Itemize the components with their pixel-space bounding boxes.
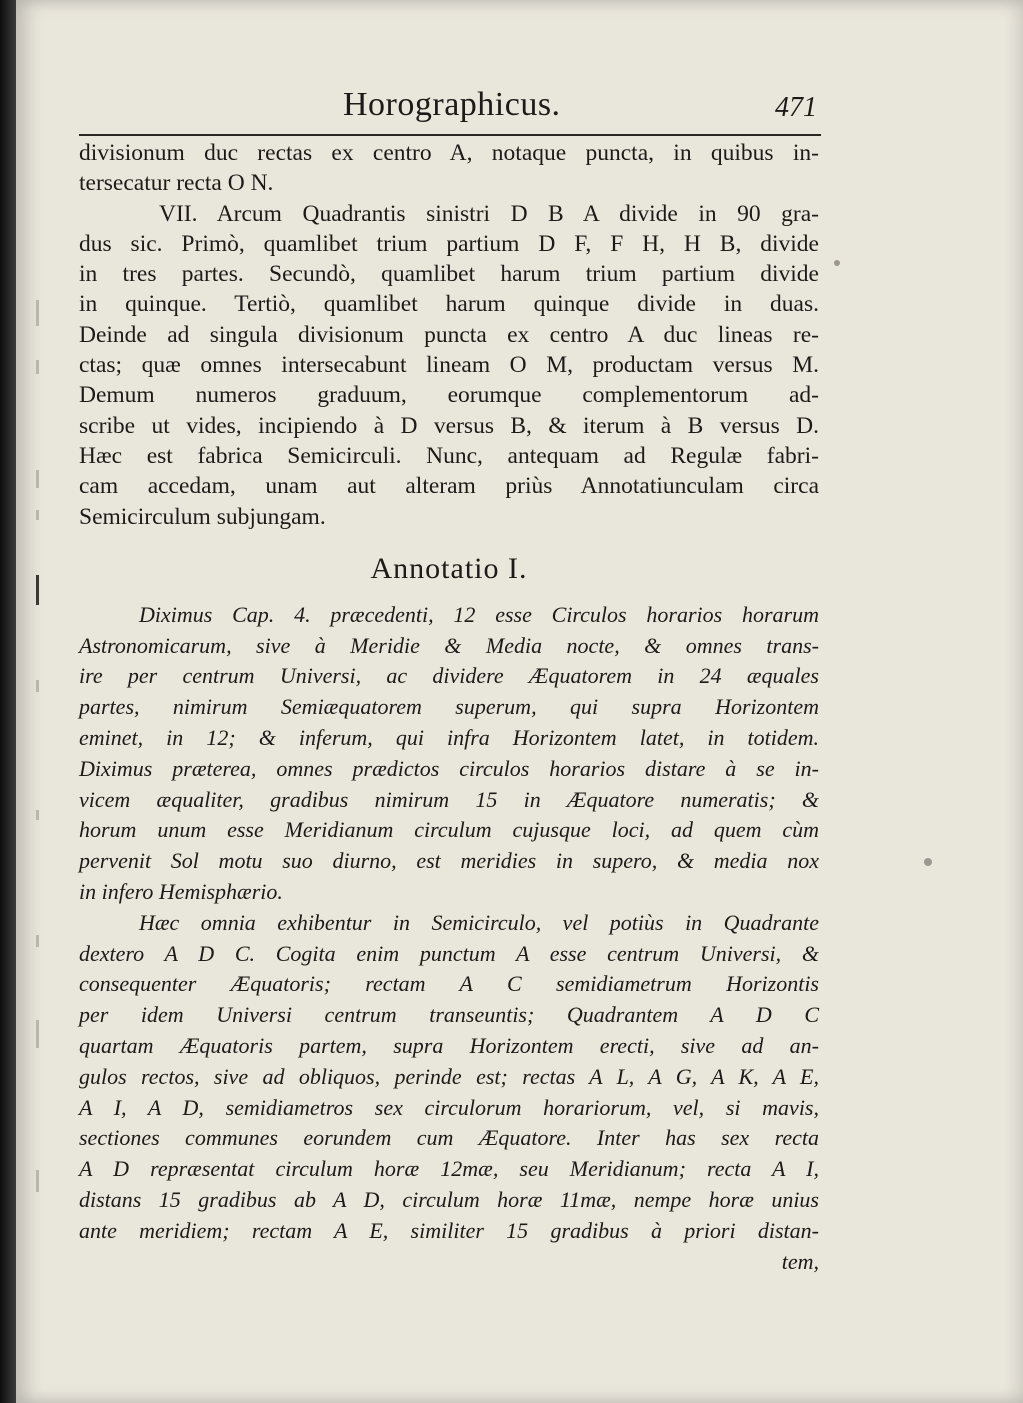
text-line: Hæc omnia exhibentur in Semicirculo, vel potiùs in Quadrante <box>139 909 819 935</box>
running-head: Horographicus. <box>343 86 561 123</box>
text-line: cam accedam, unam aut alteram priùs Annotatiunculam circa <box>79 473 819 500</box>
header-rule <box>79 134 821 136</box>
text-line: tersecatur recta O N. <box>79 170 274 197</box>
text-line: in quinque. Tertiò, quamlibet harum quinque divide in duas. <box>79 291 819 318</box>
text-line: scribe ut vides, incipiendo à D versus B, & iterum à B versus D. <box>79 412 819 439</box>
page-header <box>61 78 821 134</box>
text-line: horum unum esse Meridianum circulum cujusque loci, ad quem cùm <box>79 817 819 843</box>
text-line: in tres partes. Secundò, quamlibet harum trium partium divide <box>79 261 819 288</box>
text-line: consequenter Æquatoris; rectam A C semidiametrum Horizontis <box>79 971 819 997</box>
text-line: A D repræsentat circulum horæ 12mæ, seu Meridianum; recta A I, <box>79 1156 819 1182</box>
text-line: Astronomicarum, sive à Meridie & Media nocte, & omnes trans- <box>79 632 819 658</box>
text-line: ante meridiem; rectam A E, similiter 15 gradibus à priori distan- <box>79 1217 819 1243</box>
text-line: ire per centrum Universi, ac dividere Æquatorem in 24 æquales <box>79 663 819 689</box>
text-line: Deinde ad singula divisionum puncta ex centro A duc lineas re- <box>79 321 819 348</box>
text-line: Hæc est fabrica Semicirculi. Nunc, antequam ad Regulæ fabri- <box>79 442 819 469</box>
page-number: 471 <box>775 92 817 123</box>
ink-speck <box>834 260 840 266</box>
text-line: A I, A D, semidiametros sex circulorum horariorum, vel, si mavis, <box>79 1094 819 1120</box>
paragraph-vii <box>79 138 819 532</box>
ink-speck <box>924 858 932 866</box>
text-line: quartam Æquatoris partem, supra Horizontem erecti, sive ad an- <box>79 1033 819 1059</box>
text-line: distans 15 gradibus ab A D, circulum horæ 11mæ, nempe horæ unius <box>79 1187 819 1212</box>
text-line: Demum numeros graduum, eorumque complementorum ad- <box>79 382 819 409</box>
book-page <box>16 0 1023 1403</box>
text-line: dus sic. Primò, quamlibet trium partium D F, F H, H B, divide <box>79 230 819 257</box>
catchword: tem, <box>781 1248 819 1274</box>
text-line: vicem æqualiter, gradibus nimirum 15 in Æquatore numeratis; & <box>79 786 819 812</box>
page-text-block <box>61 78 821 1274</box>
book-binding-edge <box>0 0 16 1403</box>
text-line: Diximus præterea, omnes prædictos circulos horarios distare à se in- <box>79 755 819 781</box>
text-line: in infero Hemisphærio. <box>79 879 283 905</box>
text-line: Diximus Cap. 4. præcedenti, 12 esse Circulos horarios horarum <box>139 601 819 627</box>
text-line: sectiones communes eorundem cum Æquatore. Inter has sex recta <box>79 1125 819 1151</box>
text-line: partes, nimirum Semiæquatorem superum, qui supra Horizontem <box>79 694 819 720</box>
section-heading: Annotatio I. <box>370 551 528 585</box>
text-line: per idem Universi centrum transeuntis; Quadrantem A D C <box>79 1002 819 1028</box>
text-line: divisionum duc rectas ex centro A, notaque puncta, in quibus in- <box>79 140 819 166</box>
text-line: Semicirculum subjungam. <box>79 503 326 530</box>
text-line: eminet, in 12; & inferum, qui infra Horizontem latet, in totidem. <box>79 725 819 751</box>
body-text <box>79 138 819 1277</box>
text-line: ctas; quæ omnes intersecabunt lineam O M, productam versus M. <box>79 352 819 379</box>
text-line: VII. Arcum Quadrantis sinistri D B A divide in 90 gra- <box>159 200 819 227</box>
text-line: gulos rectos, sive ad obliquos, perinde est; rectas A L, A G, A K, A E, <box>79 1063 819 1089</box>
text-line: dextero A D C. Cogita enim punctum A esse centrum Universi, & <box>79 940 819 966</box>
margin-show-through <box>16 0 66 1403</box>
annotation-text <box>79 600 819 1278</box>
text-line: pervenit Sol motu suo diurno, est meridies in supero, & media nox <box>79 848 819 874</box>
